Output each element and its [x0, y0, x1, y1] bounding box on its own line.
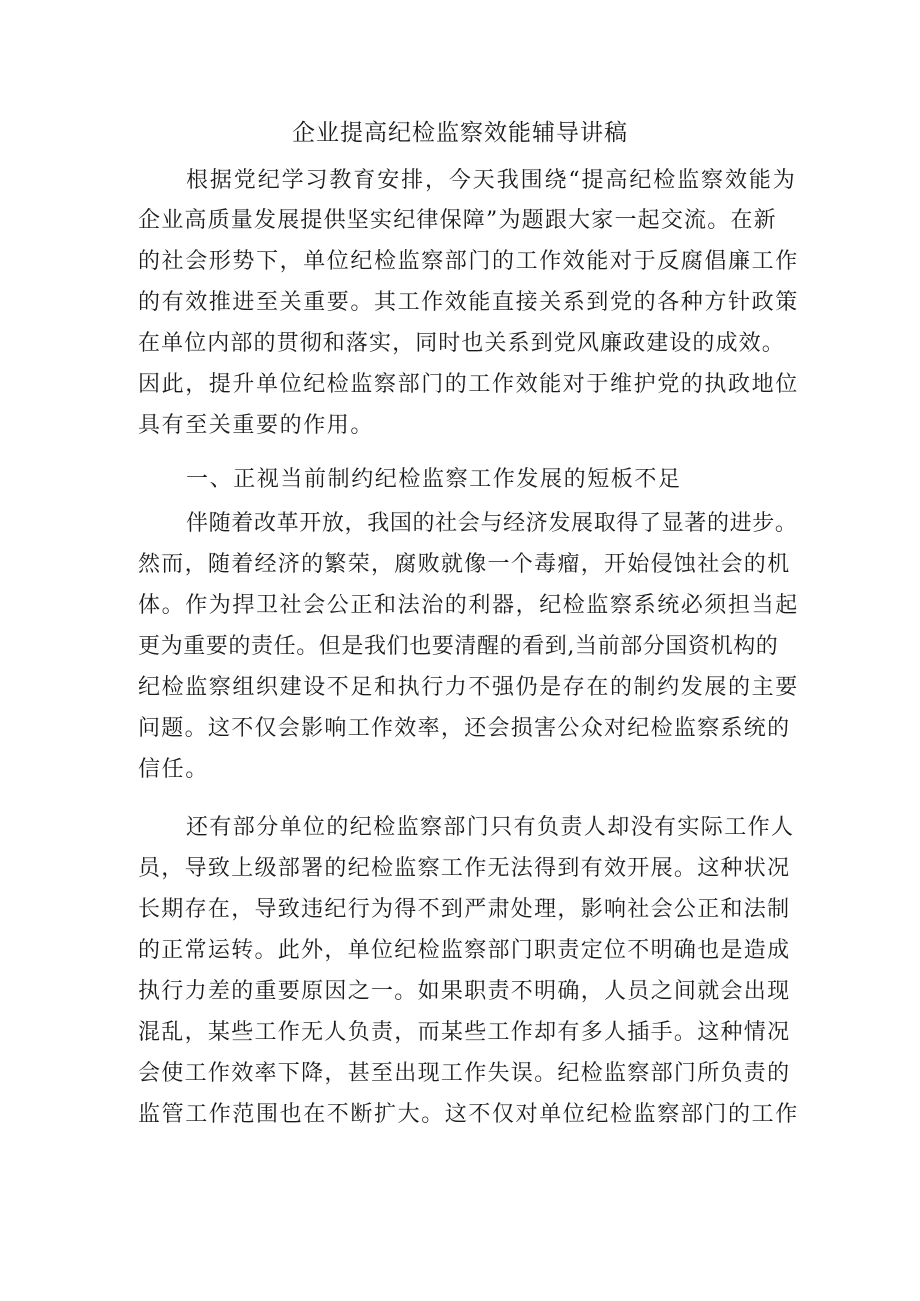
text-line: 的有效推进至关重要。其工作效能直接关系到党的各种方针政策: [138, 290, 799, 315]
text-line: 纪检监察组织建设不足和执行力不强仍是存在的制约发展的主要: [138, 675, 799, 700]
text-line: 更为重要的责任。但是我们也要清醒的看到,当前部分国资机构的: [138, 634, 779, 659]
text-line: 的社会形势下，单位纪检监察部门的工作效能对于反腐倡廉工作: [138, 249, 799, 274]
text-line: 还有部分单位的纪检监察部门只有负责人却没有实际工作人: [186, 815, 795, 840]
text-line: 信任。: [138, 757, 209, 782]
text-line: 监管工作范围也在不断扩大。这不仅对单位纪检监察部门的工作: [138, 1102, 799, 1127]
text-line: 员，导致上级部署的纪检监察工作无法得到有效开展。这种状况: [138, 856, 791, 881]
text-line: 因此，提升单位纪检监察部门的工作效能对于维护党的执政地位: [138, 372, 799, 397]
text-line: 混乱，某些工作无人负责，而某些工作却有多人插手。这种情况: [138, 1020, 791, 1045]
section-heading: 一、正视当前制约纪检监察工作发展的短板不足: [186, 467, 682, 492]
text-line: 会使工作效率下降，甚至出现工作失误。纪检监察部门所负责的: [138, 1061, 791, 1086]
text-line: 的正常运转。此外，单位纪检监察部门职责定位不明确也是造成: [138, 938, 791, 963]
text-line: 然而，随着经济的繁荣，腐败就像一个毒瘤，开始侵蚀社会的机: [138, 552, 791, 577]
text-line: 企业高质量发展提供坚实纪律保障”为题跟大家一起交流。在新: [138, 208, 777, 233]
text-line: 根据党纪学习教育安排，今天我围绕“提高纪检监察效能为: [186, 168, 797, 193]
text-line: 体。作为捍卫社会公正和法治的利器，纪检监察系统必须担当起: [138, 593, 799, 618]
text-line: 长期存在，导致违纪行为得不到严肃处理，影响社会公正和法制: [138, 897, 791, 922]
text-line: 具有至关重要的作用。: [138, 413, 375, 438]
text-line: 执行力差的重要原因之一。如果职责不明确，人员之间就会出现: [138, 979, 791, 1004]
text-line: 伴随着改革开放，我国的社会与经济发展取得了显著的进步。: [186, 511, 798, 536]
document-title: 企业提高纪检监察效能辅导讲稿: [292, 120, 628, 146]
text-line: 问题。这不仅会影响工作效率，还会损害公众对纪检监察系统的: [138, 716, 791, 741]
text-line: 在单位内部的贯彻和落实，同时也关系到党风廉政建设的成效。: [138, 331, 785, 356]
